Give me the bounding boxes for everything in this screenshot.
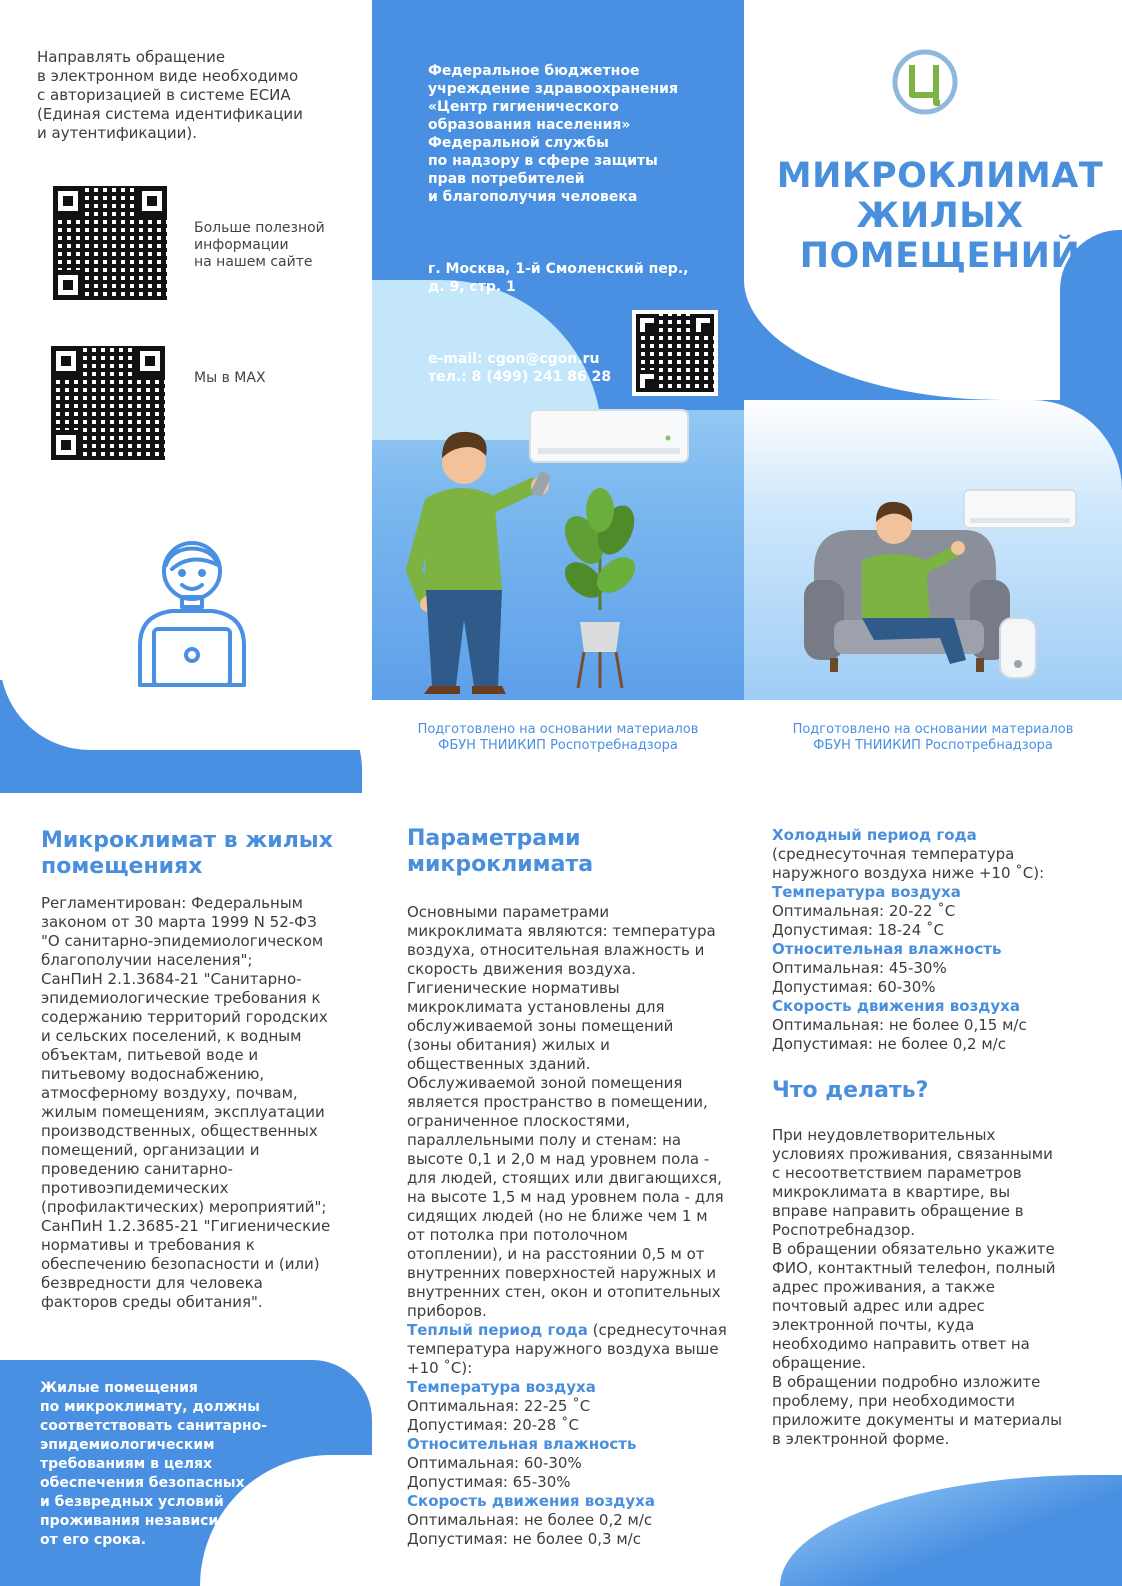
warm-period-label: Теплый период года (407, 1321, 588, 1339)
organization-qr-code[interactable] (636, 314, 714, 392)
air-conditioner-icon (530, 410, 688, 462)
air-conditioner-icon (964, 490, 1076, 528)
cold-period-label: Холодный период года (772, 826, 977, 844)
warm-humidity-optimal: Оптимальная: 60-30% (407, 1454, 582, 1472)
cold-humidity-optimal: Оптимальная: 45-30% (772, 959, 947, 977)
cold-temp-optimal: Оптимальная: 20-22 ˚C (772, 902, 956, 920)
cold-period-desc: (среднесуточная температура наружного воздуха ниже +10 ˚C): (772, 845, 1045, 882)
cold-period-block (772, 826, 1092, 1054)
warm-humidity-acceptable: Допустимая: 65-30% (407, 1473, 571, 1491)
organization-contacts[interactable]: e-mail: cgon@cgon.ru тел.: 8 (499) 241 86 28 (428, 351, 612, 385)
cold-speed-acceptable: Допустимая: не более 0,2 м/с (772, 1035, 1006, 1053)
what-to-do-text: При неудовлетворительных условиях проживания, связанными с несоответствием параметров микроклимата в квартире, вы вправе направить обращение в Роспотребнадзор. В обращении обязательно укажите ФИО, контактный телефон, полный адрес проживания, а также почтовый адрес или адрес электронной почты, куда необходимо направить ответ на обращение. В обращении подробно изложите проблему, при необходимости приложите документы и материалы в электронной форме. (772, 1126, 1062, 1448)
warm-humidity-label: Относительная влажность (407, 1435, 637, 1453)
website-qr-code[interactable] (53, 186, 167, 300)
parameters-text: Основными параметрами микроклимата являются: температура воздуха, относительная влажность и скорость движения воздуха. Гигиенические нормативы микроклимата установлены для обслуживаемой зоны помещений (зоны обитания) жилых и общественных зданий. Обслуживаемой зоной помещения является пространство в помещении, ограниченное плоскостями, параллельными полу и стенам: на высоте 0,1 и 2,0 м над уровнем пола - для людей, стоящих или двигающихся, на высоте 1,5 м над уровнем пола - для сидящих людей (но не ближе чем 1 м от потолка при потолочном отоплении), и на расстоянии 0,5 м от внутренних поверхностей наружных и внутренних стен, окон и отопительных приборов. (407, 903, 724, 1320)
middle-column-heading: Параметрами микроклимата (407, 826, 594, 877)
warm-speed-acceptable: Допустимая: не более 0,3 м/с (407, 1530, 641, 1548)
warm-period-desc: (среднесуточная температура наружного воздуха выше +10 ˚C): (407, 1321, 727, 1377)
warm-temp-optimal: Оптимальная: 22-25 ˚C (407, 1397, 591, 1415)
organization-address: г. Москва, 1-й Смоленский пер., д. 9, стр. 1 (428, 261, 689, 295)
humidifier-icon (1000, 618, 1036, 678)
man-with-ac-illustration (372, 400, 744, 700)
plant-icon (557, 488, 642, 688)
middle-column-body (407, 903, 737, 1549)
left-column-heading: Микроклимат в жилых помещениях (41, 828, 333, 879)
cold-humidity-label: Относительная влажность (772, 940, 1002, 958)
warm-temp-acceptable: Допустимая: 20-28 ˚C (407, 1416, 579, 1434)
warm-speed-label: Скорость движения воздуха (407, 1492, 655, 1510)
what-to-do-heading: Что делать? (772, 1078, 929, 1103)
esia-intro-text: Направлять обращение в электронном виде необходимо с авторизацией в системе ЕСИА (Единая система идентификации и аутентификации). (37, 48, 303, 142)
warm-temp-label: Температура воздуха (407, 1378, 596, 1396)
right-credit-text: Подготовлено на основании материалов ФБУН ТНИИКИП Роспотребнадзора (792, 722, 1074, 753)
max-qr-caption: Мы в MAX (194, 370, 266, 386)
center-credit-text: Подготовлено на основании материалов ФБУН ТНИИКИП Роспотребнадзора (417, 722, 699, 753)
website-qr-caption: Больше полезной информации на нашем сайте (194, 220, 325, 270)
cold-temp-acceptable: Допустимая: 18-24 ˚C (772, 921, 944, 939)
organization-name: Федеральное бюджетное учреждение здравоохранения «Центр гигиенического образования населения» Федеральной службы по надзору в сфере защиты прав потребителей и благополучия человека (428, 63, 678, 205)
page-title: МИКРОКЛИМАТ ЖИЛЫХ ПОМЕЩЕНИЙ (776, 156, 1104, 276)
cold-humidity-acceptable: Допустимая: 60-30% (772, 978, 936, 996)
sitting-man-illustration (744, 460, 1122, 690)
cgon-logo-icon (892, 49, 958, 115)
cold-temp-label: Температура воздуха (772, 883, 961, 901)
requirements-note: Жилые помещения по микроклимату, должны соответствовать санитарно- эпидемиологическим требованиям в целях обеспечения безопасных и безвредных условий проживания независимо от его срока. (40, 1380, 268, 1548)
cold-speed-optimal: Оптимальная: не более 0,15 м/с (772, 1016, 1027, 1034)
standing-man-icon (414, 432, 552, 694)
left-column-text: Регламентирован: Федеральным законом от 30 марта 1999 N 52-ФЗ "О санитарно-эпидемиологическом благополучии населения"; СанПиН 2.1.3684-21 "Санитарно- эпидемиологические требования к содержанию территорий городских и сельских поселений, к водным объектам, питьевой воде и питьевому водоснабжению, атмосферному воздуху, почвам, жилым помещениям, эксплуатации производственных, общественных помещений, организации и проведению санитарно- противоэпидемических (профилактических) мероприятий"; СанПиН 1.2.3685-21 "Гигиенические нормативы и требования к обеспечению безопасности и (или) безвредности для человека факторов среды обитания". (41, 894, 331, 1311)
person-laptop-icon (132, 535, 252, 690)
warm-speed-optimal: Оптимальная: не более 0,2 м/с (407, 1511, 653, 1529)
decor-wave (780, 1475, 1122, 1586)
max-qr-code[interactable] (51, 346, 165, 460)
cold-speed-label: Скорость движения воздуха (772, 997, 1020, 1015)
